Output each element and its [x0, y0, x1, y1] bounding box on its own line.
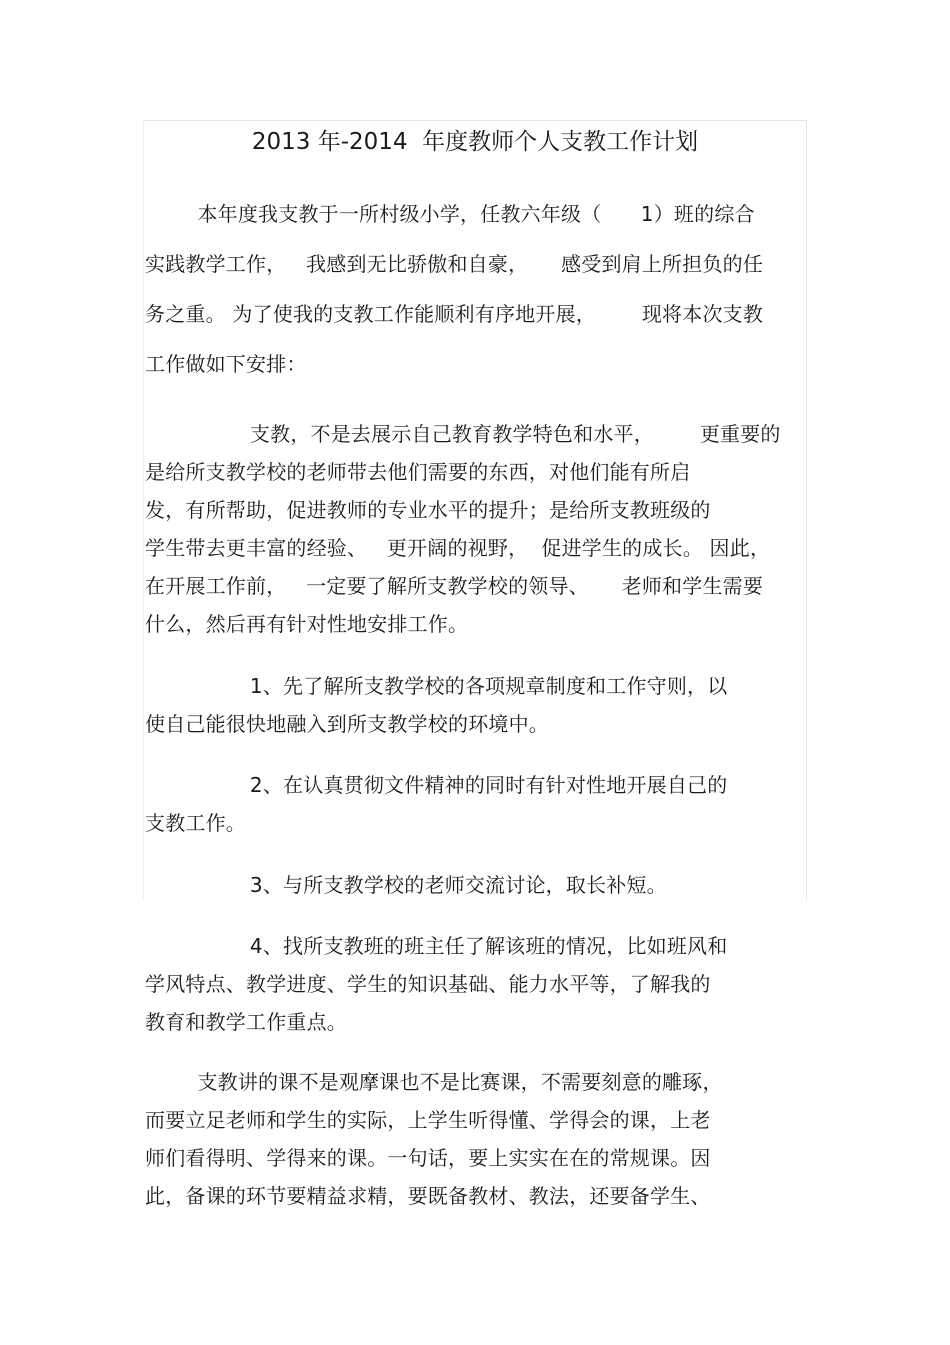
paragraph-line: 而要立足老师和学生的实际，上学生听得懂、学得会的课，上老 [145, 1108, 711, 1132]
list-item-line: 1、先了解所支教学校的各项规章制度和工作守则，以 [145, 674, 728, 698]
paragraph-line: 是给所支教学校的老师带去他们需要的东西，对他们能有所启 [145, 460, 691, 484]
list-item-line: 使自己能很快地融入到所支教学校的环境中。 [145, 712, 549, 736]
list-item-line: 教育和教学工作重点。 [145, 1010, 347, 1034]
list-item-line: 4、找所支教班的班主任了解该班的情况，比如班风和 [145, 934, 728, 958]
paragraph-line: 本年度我支教于一所村级小学，任教六年级（ 1）班的综合 [145, 202, 755, 226]
paragraph-line: 工作做如下安排： [145, 352, 307, 376]
paragraph-line: 师们看得明、学得来的课。一句话，要上实实在在的常规课。因 [145, 1146, 711, 1170]
list-item-line: 学风特点、教学进度、学生的知识基础、能力水平等，了解我的 [145, 972, 711, 996]
list-item-line: 2、在认真贯彻文件精神的同时有针对性地开展自己的 [145, 773, 728, 797]
paragraph-line: 实践教学工作， 我感到无比骄傲和自豪， 感受到肩上所担负的任 [145, 252, 764, 276]
document-title: 2013 年-2014 年度教师个人支教工作计划 [251, 129, 699, 155]
list-item-line: 支教工作。 [145, 811, 246, 835]
paragraph-line: 学生带去更丰富的经验、 更开阔的视野， 促进学生的成长。 因此， [145, 536, 771, 560]
paragraph-line: 支教讲的课不是观摩课也不是比赛课，不需要刻意的雕琢， [145, 1070, 723, 1094]
paragraph-line: 支教，不是去展示自己教育教学特色和水平， 更重要的 [145, 422, 781, 446]
list-item-line: 3、与所支教学校的老师交流讨论，取长补短。 [145, 873, 667, 897]
paragraph-line: 什么，然后再有针对性地安排工作。 [145, 612, 469, 636]
paragraph-line: 发，有所帮助，促进教师的专业水平的提升；是给所支教班级的 [145, 498, 711, 522]
paragraph-line: 务之重。 为了使我的支教工作能顺利有序地开展， 现将本次支教 [145, 302, 764, 326]
paragraph-line: 在开展工作前， 一定要了解所支教学校的领导、 老师和学生需要 [145, 574, 764, 598]
paragraph-line: 此，备课的环节要精益求精，要既备教材、教法，还要备学生、 [145, 1184, 711, 1208]
